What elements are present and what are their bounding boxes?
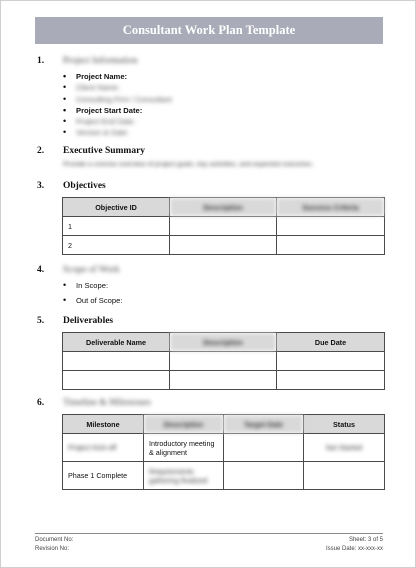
section-number: 2.: [37, 146, 45, 156]
objectives-table: [62, 197, 385, 255]
table-cell: [63, 371, 170, 390]
table-row: [63, 434, 385, 462]
table-cell: [170, 217, 277, 236]
project-info-list: [63, 71, 172, 139]
list-item: • Project End Date:: [63, 116, 172, 127]
list-item: • In Scope:: [63, 280, 122, 295]
section-number: 6.: [37, 398, 45, 408]
table-cell: [170, 371, 277, 390]
table-cell: Introductory meeting & alignment: [144, 434, 224, 462]
section-title: Executive Summary: [63, 146, 146, 156]
list-item: • Project Name:: [63, 71, 172, 82]
section-title: Project Information: [63, 56, 138, 66]
section-number: 5.: [37, 316, 45, 326]
table-header-row: [63, 333, 385, 352]
column-header: Description: [170, 333, 277, 352]
table-cell: 1: [63, 217, 170, 236]
column-header: Success Criteria: [277, 198, 385, 217]
document-number: Document No:: [35, 537, 74, 543]
title-bar: [35, 17, 383, 44]
table-row: [63, 462, 385, 490]
document-title: Consultant Work Plan Template: [122, 23, 296, 37]
section-number: 4.: [37, 265, 45, 275]
table-cell: Project Kick-off: [63, 434, 144, 462]
table-cell: [277, 371, 385, 390]
table-header-row: [63, 415, 385, 434]
list-item: • Out of Scope:: [63, 295, 122, 306]
table-cell: [277, 236, 385, 255]
table-cell: [277, 217, 385, 236]
column-header: Target Date: [224, 415, 304, 434]
sheet-number: Sheet: 3 of 5: [348, 537, 383, 543]
deliverables-table: [62, 332, 385, 390]
section-number: 1.: [37, 56, 45, 66]
section-1-heading: [37, 56, 138, 66]
table-row: [63, 217, 385, 236]
section-5-heading: [37, 316, 113, 326]
column-header: Objective ID: [63, 198, 170, 217]
section-number: 3.: [37, 181, 45, 191]
revision-number: Revision No:: [35, 546, 70, 552]
list-item: • Project Start Date:: [63, 105, 172, 116]
table-cell: 2: [63, 236, 170, 255]
executive-summary-text: Provide a concise overview of project goals, key activities, and expected outcomes.: [63, 161, 314, 168]
table-cell: [304, 462, 385, 490]
section-6-heading: [37, 398, 151, 408]
table-cell: [63, 352, 170, 371]
section-4-heading: [37, 265, 120, 275]
table-cell: [224, 434, 304, 462]
table-row: [63, 352, 385, 371]
table-cell: [277, 352, 385, 371]
scope-list: [63, 280, 122, 306]
table-row: [63, 236, 385, 255]
column-header: Description: [170, 198, 277, 217]
page-footer: [35, 533, 383, 554]
milestones-table: [62, 414, 385, 490]
list-item: • Version & Date:: [63, 127, 172, 138]
table-cell: Phase 1 Complete: [63, 462, 144, 490]
column-header: Status: [304, 415, 385, 434]
table-row: [63, 371, 385, 390]
column-header: Due Date: [277, 333, 385, 352]
section-title: Timeline & Milestones: [63, 398, 151, 408]
section-3-heading: [37, 181, 106, 191]
list-item: • Consulting Firm / Consultant: [63, 94, 172, 105]
column-header: Milestone: [63, 415, 144, 434]
section-title: Scope of Work: [63, 265, 120, 275]
issue-date: Issue Date: xx-xxx-xx: [325, 546, 383, 552]
section-title: Deliverables: [63, 316, 114, 326]
table-cell: [224, 462, 304, 490]
table-cell: [170, 236, 277, 255]
table-header-row: [63, 198, 385, 217]
table-cell: Not Started: [304, 434, 385, 462]
table-cell: Requirements gathering finalized: [144, 462, 224, 490]
section-2-heading: [37, 146, 145, 156]
section-title: Objectives: [63, 181, 106, 191]
column-header: Description: [144, 415, 224, 434]
list-item: • Client Name:: [63, 82, 172, 93]
column-header: Deliverable Name: [63, 333, 170, 352]
table-cell: [170, 352, 277, 371]
